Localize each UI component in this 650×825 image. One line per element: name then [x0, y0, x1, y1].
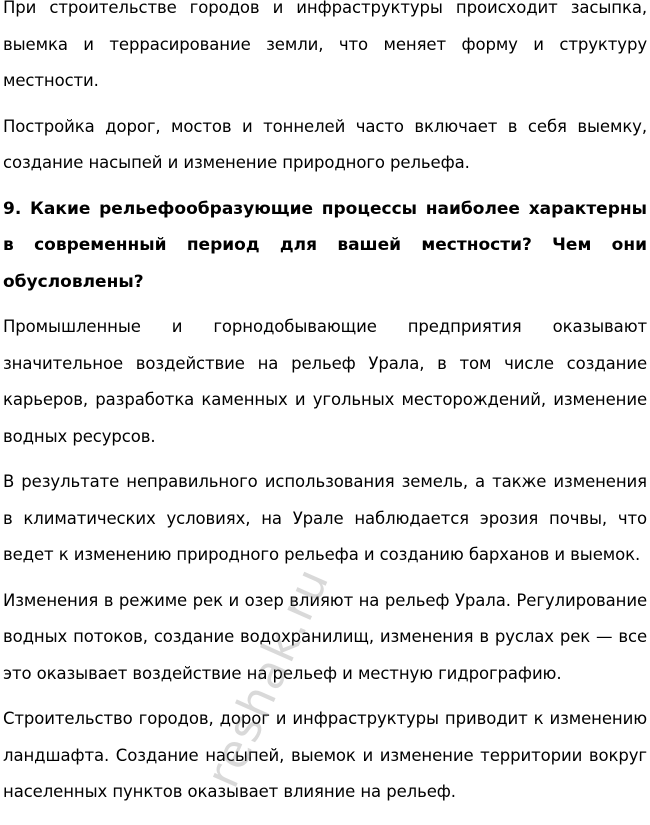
answer-paragraph-rivers: Изменения в режиме рек и озер влияют на рельеф Урала. Регулирование водных потоков, создание водохранилищ, изменения в руслах рек — все это оказывает воздействие на рельеф и местную гидрографию. — [3, 590, 647, 683]
paragraph-construction-earthworks: При строительстве городов и инфраструктуры происходит засыпка, выемка и террасирование земли, что меняет форму и структуру местности. — [3, 0, 647, 90]
question-heading: 9. Какие рельефообразующие процессы наиболее характерны в современный период для вашей местности? Чем они обусловлены? — [3, 198, 647, 292]
answer-paragraph-construction: Строительство городов, дорог и инфраструктуры приводит к изменению ландшафта. Создание насыпей, выемок и изменение территории вокруг населенных пунктов оказывает влияние на рельеф. — [3, 709, 647, 801]
answer-paragraph-erosion: В результате неправильного использования земель, а также изменения в климатических условиях, на Урале наблюдается эрозия почвы, что ведет к изменению природного рельефа и созданию барханов и выемок. — [3, 472, 647, 564]
watermark: reshak.ru — [194, 558, 340, 796]
answer-paragraph-industry: Промышленные и горнодобывающие предприятия оказывают значительное воздействие на рельеф Урала, в том числе создание карьеров, разработка каменных и угольных месторождений, изменение водных ресурсов. — [3, 317, 647, 446]
paragraph-roads-bridges: Постройка дорог, мостов и тоннелей часто включает в себя выемку, создание насыпей и изменение природного рельефа. — [3, 116, 647, 172]
